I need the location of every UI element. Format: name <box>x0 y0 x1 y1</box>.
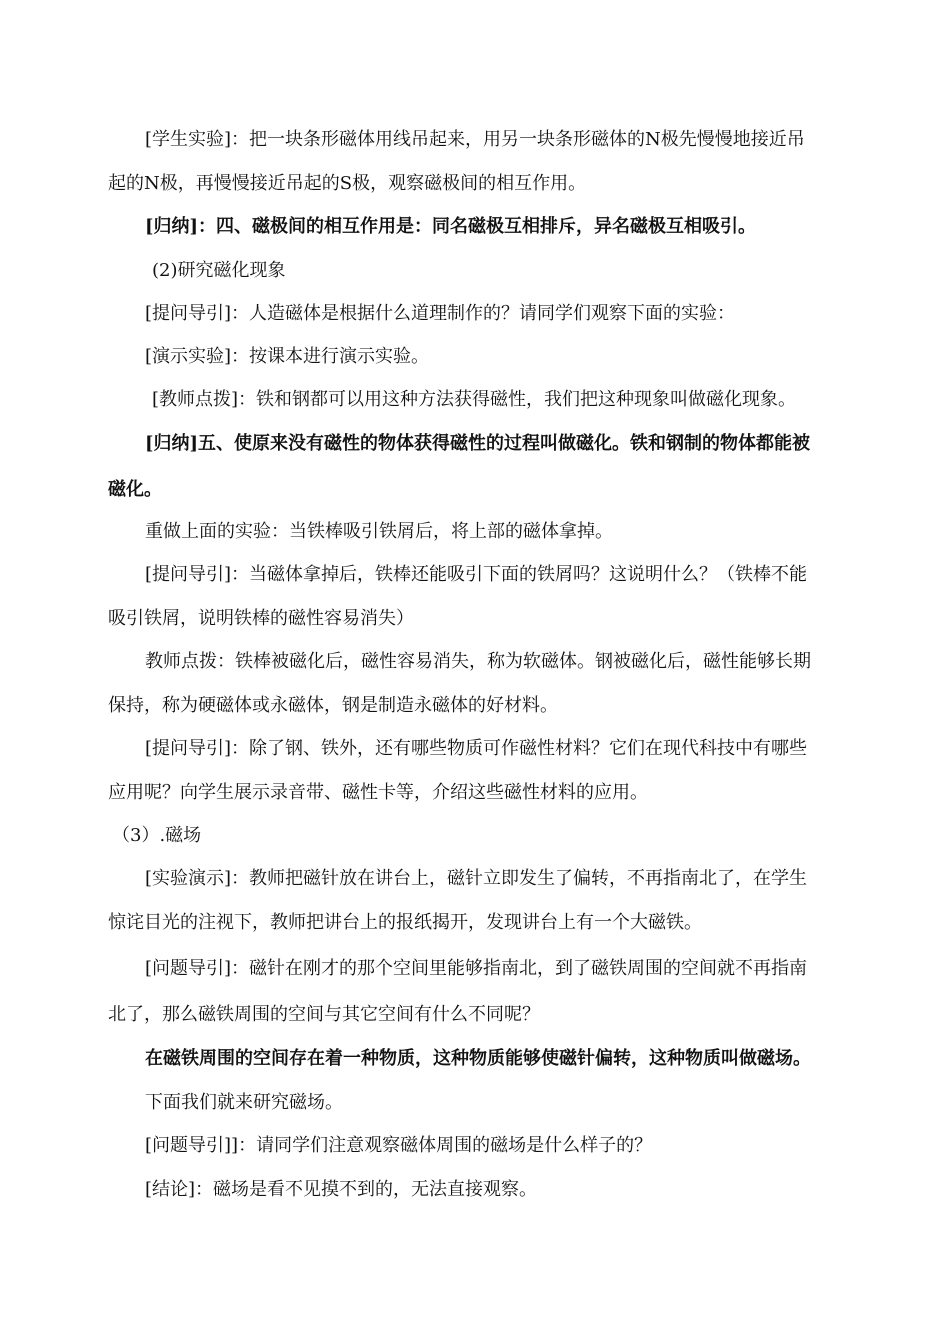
paragraph-repeat-experiment: 重做上面的实验：当铁棒吸引铁屑后，将上部的磁体拿掉。 <box>145 521 613 542</box>
definition-magnetic-field: 在磁铁周围的空间存在着一种物质，这种物质能够使磁针偏转，这种物质叫做磁场。 <box>145 1048 811 1069</box>
paragraph-question-space-cont: 北了，那么磁铁周围的空间与其它空间有什么不同呢？ <box>108 1004 540 1025</box>
paragraph-question-materials: [提问导引]：除了钢、铁外，还有哪些物质可作磁性材料？它们在现代科技中有哪些 <box>145 738 808 759</box>
paragraph-student-experiment: [学生实验]：把一块条形磁体用线吊起来，用另一块条形磁体的N极先慢慢地接近吊 <box>145 129 805 150</box>
paragraph-conclusion: [结论]：磁场是看不见摸不到的，无法直接观察。 <box>145 1179 538 1200</box>
summary-magnetization: [归纳]五、使原来没有磁性的物体获得磁性的过程叫做磁化。铁和钢制的物体都能被 <box>145 433 811 454</box>
paragraph-question-space: [问题导引]：磁针在刚才的那个空间里能够指南北，到了磁铁周围的空间就不再指南 <box>145 958 808 979</box>
paragraph-experiment-demo-needle: [实验演示]：教师把磁针放在讲台上，磁针立即发生了偏转，不再指南北了，在学生 <box>145 868 808 889</box>
paragraph-question-field-shape: [问题导引]]：请同学们注意观察磁体周围的磁场是什么样子的？ <box>145 1135 653 1156</box>
paragraph-student-experiment-cont: 起的N极，再慢慢接近吊起的S极，观察磁极间的相互作用。 <box>108 173 587 194</box>
summary-magnetic-poles: [归纳]：四、磁极间的相互作用是：同名磁极互相排斥，异名磁极互相吸引。 <box>145 216 757 237</box>
paragraph-teacher-tip-soft-magnet: 教师点拨：铁棒被磁化后，磁性容易消失，称为软磁体。钢被磁化后，磁性能够长期 <box>145 651 811 672</box>
paragraph-question-materials-cont: 应用呢？向学生展示录音带、磁性卡等，介绍这些磁性材料的应用。 <box>108 782 648 803</box>
paragraph-question-artificial-magnet: [提问导引]：人造磁体是根据什么道理制作的？请同学们观察下面的实验： <box>145 303 736 324</box>
paragraph-teacher-tip-soft-magnet-cont: 保持，称为硬磁体或永磁体，钢是制造永磁体的好材料。 <box>108 695 558 716</box>
paragraph-demo-experiment: [演示实验]：按课本进行演示实验。 <box>145 346 430 367</box>
paragraph-question-iron-rod: [提问导引]：当磁体拿掉后，铁棒还能吸引下面的铁屑吗？这说明什么？（铁棒不能 <box>145 564 808 585</box>
section-heading-magnetic-field: （3）.磁场 <box>112 825 202 846</box>
paragraph-study-field: 下面我们就来研究磁场。 <box>145 1092 343 1113</box>
paragraph-teacher-tip-magnetization: [教师点拨]：铁和钢都可以用这种方法获得磁性，我们把这种现象叫做磁化现象。 <box>152 389 797 410</box>
paragraph-experiment-demo-needle-cont: 惊诧目光的注视下，教师把讲台上的报纸揭开，发现讲台上有一个大磁铁。 <box>108 912 702 933</box>
paragraph-question-iron-rod-cont: 吸引铁屑，说明铁棒的磁性容易消失） <box>108 608 414 629</box>
summary-magnetization-cont: 磁化。 <box>108 479 162 500</box>
section-heading-magnetization: (2)研究磁化现象 <box>152 260 286 281</box>
